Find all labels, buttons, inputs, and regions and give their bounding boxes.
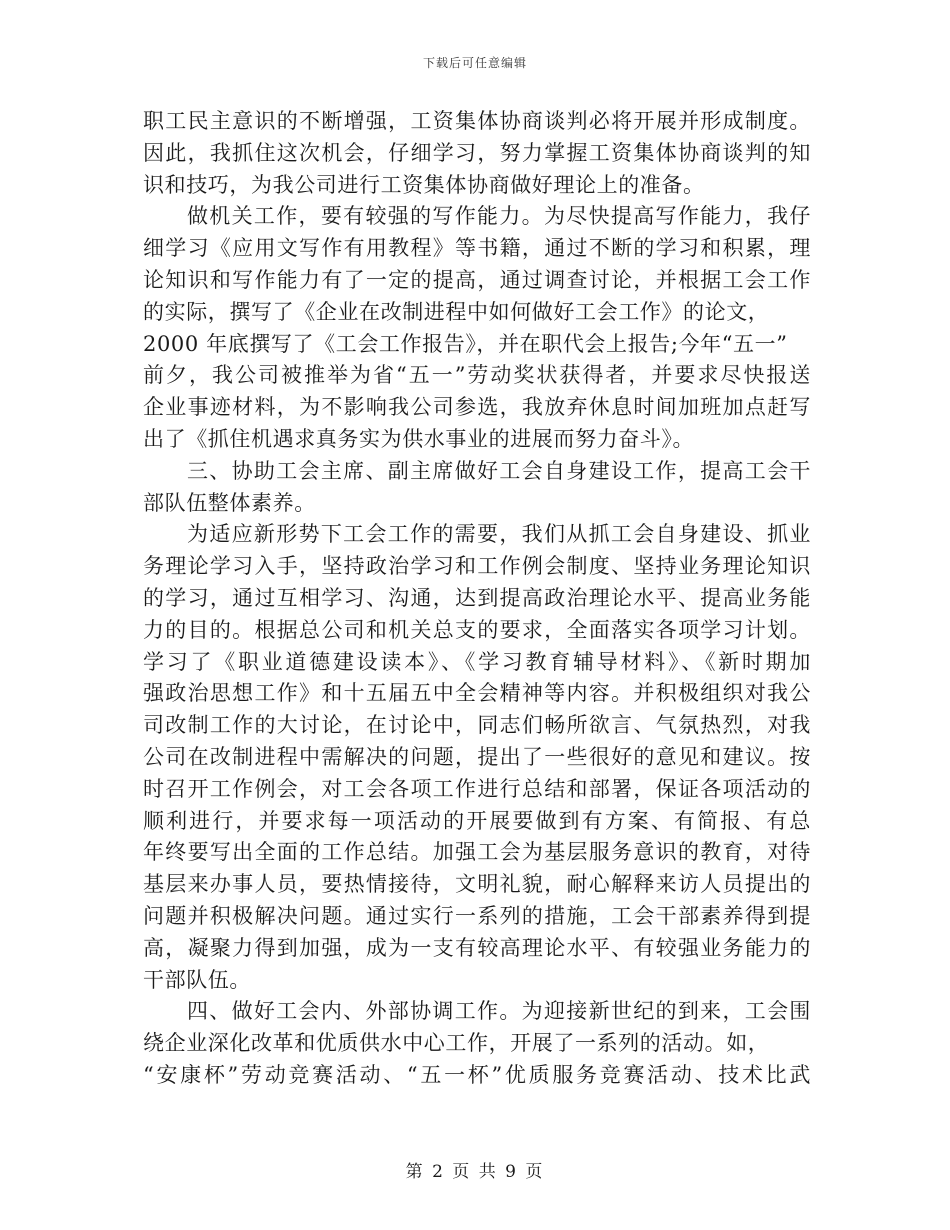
section-heading-line: 三、协助工会主席、副主席做好工会自身建设工作，提高工会干 [187,458,811,483]
text-line: 高，凝聚力得到加强，成为一支有较高理论水平、有较强业务能力的 [143,935,811,960]
text-line: 力的目的。根据总公司和机关总支的要求，全面落实各项学习计划。 [143,617,811,642]
text-line: 年终要写出全面的工作总结。加强工会为基层服务意识的教育，对待 [143,840,811,865]
text-line: 务理论学习入手，坚持政治学习和工作例会制度、坚持业务理论知识 [143,554,811,579]
text-line: 因此，我抓住这次机会，仔细学习，努力掌握工资集体协商谈判的知 [143,140,811,165]
text-line: 强政治思想工作》和十五届五中全会精神等内容。并积极组织对我公 [143,681,811,706]
page-header: 下载后可任意编辑 [422,56,527,70]
text-line: “安康杯”劳动竞赛活动、“五一杯”优质服务竞赛活动、技术比武 [143,1062,811,1087]
text-line: 司改制工作的大讨论，在讨论中，同志们畅所欲言、气氛热烈，对我 [143,713,811,738]
text-line: 学习了《职业道德建设读本》、《学习教育辅导材料》、《新时期加 [143,649,811,674]
paragraph-first-line: 为适应新形势下工会工作的需要，我们从抓工会自身建设、抓业 [187,522,811,547]
text-line: 时召开工作例会，对工会各项工作进行总结和部署，保证各项活动的 [143,776,811,801]
text-line: 论知识和写作能力有了一定的提高，通过调查讨论，并根据工会工作 [143,267,811,292]
text-line: 出了《抓住机遇求真务实为供水事业的进展而努力奋斗》。 [143,426,695,451]
text-line: 2000 年底撰写了《工会工作报告》，并在职代会上报告;今年“五一” [143,331,788,356]
text-line: 的实际，撰写了《企业在改制进程中如何做好工会工作》的论文， [143,299,770,324]
text-line: 顺利进行，并要求每一项活动的开展要做到有方案、有简报、有总 [143,808,811,833]
section-heading-line: 四、做好工会内、外部协调工作。为迎接新世纪的到来，工会围 [187,999,811,1024]
document-body [143,106,811,1092]
text-line: 问题并积极解决问题。通过实行一系列的措施，工会干部素养得到提 [143,903,811,928]
text-line: 细学习《应用文写作有用教程》等书籍，通过不断的学习和积累，理 [143,236,811,261]
text-line: 干部队伍。 [143,967,251,992]
text-line: 前夕，我公司被推举为省“五一”劳动奖状获得者，并要求尽快报送 [143,363,811,388]
text-line: 基层来办事人员，要热情接待，文明礼貌，耐心解释来访人员提出的 [143,872,811,897]
paragraph-first-line: 做机关工作，要有较强的写作能力。为尽快提高写作能力，我仔 [187,204,811,229]
page-number: 第 2 页 共 9 页 [405,1162,545,1182]
section-heading-line: 部队伍整体素养。 [143,490,316,515]
text-line: 职工民主意识的不断增强，工资集体协商谈判必将开展并形成制度。 [143,109,811,133]
text-line: 公司在改制进程中需解决的问题，提出了一些很好的意见和建议。按 [143,744,811,769]
text-line: 的学习，通过互相学习、沟通，达到提高政治理论水平、提高业务能 [143,585,811,610]
text-line: 企业事迹材料，为不影响我公司参选，我放弃休息时间加班加点赶写 [143,395,811,420]
text-line: 绕企业深化改革和优质供水中心工作，开展了一系列的活动。如， [143,1031,770,1056]
text-line: 识和技巧，为我公司进行工资集体协商做好理论上的准备。 [143,172,705,197]
